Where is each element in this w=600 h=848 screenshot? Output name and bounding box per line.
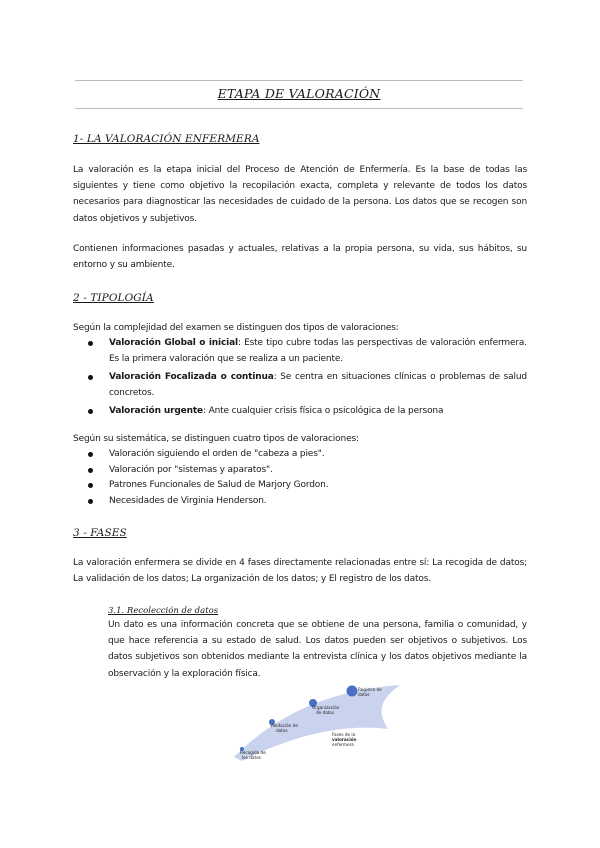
step-3-label-line-2: de datos (316, 710, 335, 715)
section-3-paragraph: La valoración enfermera se divide en 4 fases directamente relacionadas entre sí: La recogida de datos; La validación de los datos; La organización de los datos; y El registro de los datos. (73, 558, 527, 585)
step-2-label-line-1: Validación de (270, 723, 298, 728)
center-label-line-1: Fases de la (332, 732, 356, 737)
step-1-label-line-2: los datos (242, 755, 261, 760)
list-item (73, 370, 527, 401)
page-title: ETAPA DE VALORACIÓN (217, 86, 381, 101)
list-item (73, 463, 527, 479)
list-item (73, 336, 527, 367)
section-2-intro-1: Según la complejidad del examen se distinguen dos tipos de valoraciones: (73, 323, 399, 333)
section-3-heading: 3 - FASES (73, 527, 127, 539)
bullet-icon (88, 341, 93, 346)
step-3-label-line-1: Organización (312, 705, 340, 710)
list-item-term: Valoración Global o inicial (109, 338, 238, 348)
center-label-line-3: enfermera (332, 742, 354, 747)
step-4-label-line-2: datos (358, 692, 370, 697)
phases-diagram (228, 683, 406, 763)
section-2-heading: 2 - TIPOLOGÍA (73, 292, 154, 304)
list-item-text: Patrones Funcionales de Salud de Marjory Gordon. (109, 480, 329, 491)
section-1-paragraph-1: La valoración es la etapa inicial del Proceso de Atención de Enfermería. Es la base de todas las siguientes y tiene como objetivo la recopilación exacta, completa y relevante de todos los datos necesarios para diagnosticar las necesidades de cuidado de la persona. Los datos que se recogen son datos objetivos y subjetivos. (73, 165, 527, 224)
list-item-text: : Este tipo cubre todas las perspectivas de valoración enfermera. Es la primera valoración que se realiza a un paciente. (109, 338, 527, 364)
list-item-text: : Ante cualquier crisis física o psicológica de la persona (202, 406, 444, 417)
section-2-intro-2: Según su sistemática, se distinguen cuatro tipos de valoraciones: (73, 434, 359, 444)
bullet-icon (88, 468, 93, 473)
top-rule (75, 80, 523, 81)
list-item (73, 447, 527, 463)
section-1-paragraph-2: Contienen informaciones pasadas y actuales, relativas a la propia persona, su vida, sus hábitos, su entorno y su ambiente. (73, 244, 527, 271)
systematic-types-list (73, 447, 527, 509)
step-2-label-line-2: datos (276, 728, 288, 733)
list-item-text: : Se centra en situaciones clínicas o problemas de salud concretos. (109, 372, 527, 398)
list-item (73, 478, 527, 494)
subsection-3-1-paragraph: Un dato es una información concreta que se obtiene de una persona, familia o comunidad, y que hace referencia a su estado de salud. Los datos pueden ser objetivos o subjetivos. Los datos subjetivos son obtenidos mediante la entrevista clínica y los datos objetivos mediante la observación y la exploración física. (108, 620, 527, 679)
section-1-heading: 1- LA VALORACIÓN ENFERMERA (73, 133, 260, 145)
bullet-icon (88, 483, 93, 488)
center-label-line-2: valoración (332, 737, 357, 742)
bullet-icon (88, 499, 93, 504)
phases-diagram-svg (228, 683, 406, 763)
list-item (73, 494, 527, 510)
step-4-marker (347, 686, 358, 697)
list-item (73, 404, 527, 420)
step-1-label-line-1: Recogida de (240, 750, 266, 755)
list-item-text: Necesidades de Virginia Henderson. (109, 495, 267, 506)
list-item-term: Valoración urgente (109, 406, 203, 417)
list-item-text: Valoración por "sistemas y aparatos". (109, 464, 273, 475)
bullet-icon (88, 375, 93, 380)
list-item-text: Valoración siguiendo el orden de "cabeza a pies". (109, 449, 325, 459)
bullet-icon (88, 409, 93, 414)
step-4-label-line-1: Registro de (358, 687, 382, 692)
valuation-types-list (73, 336, 527, 420)
subsection-3-1-heading: 3.1. Recolección de datos (108, 606, 219, 616)
list-item-term: Valoración Focalizada o continua (109, 372, 274, 383)
bullet-icon (88, 452, 93, 457)
title-rule (75, 108, 523, 109)
